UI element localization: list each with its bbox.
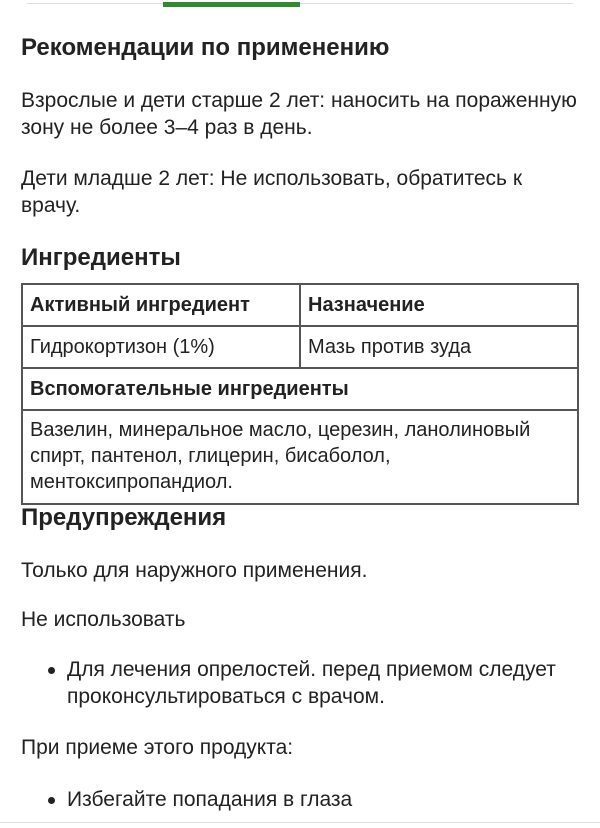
usage-children-text: Дети младше 2 лет: Не использовать, обратитесь к врачу. <box>21 167 523 217</box>
external-use-text: Только для наружного применения. <box>21 559 368 582</box>
list-item-text: Избегайте попадания в глаза <box>67 788 353 811</box>
active-tab-indicator <box>163 2 300 7</box>
table-row <box>22 326 578 368</box>
inactive-ingredients-header: Вспомогательные ингредиенты <box>22 368 578 410</box>
do-not-use-text: Не использовать <box>21 608 186 631</box>
list-item <box>67 786 567 813</box>
when-using-text: При приеме этого продукта: <box>21 736 294 759</box>
bottom-divider <box>0 822 600 823</box>
warnings-heading: Предупреждения <box>21 504 227 531</box>
list-item <box>67 656 567 710</box>
active-ingredient-value: Гидрокортизон (1%) <box>22 326 300 368</box>
purpose-value: Мазь против зуда <box>300 326 578 368</box>
ingredients-heading: Ингредиенты <box>21 244 181 271</box>
divider-line <box>27 3 573 4</box>
table-row <box>22 410 578 504</box>
bullet-icon <box>48 797 55 804</box>
usage-adults-text: Взрослые и дети старше 2 лет: наносить на пораженную зону не более 3–4 раз в день. <box>21 89 577 139</box>
bullet-icon <box>48 667 55 674</box>
purpose-header: Назначение <box>300 284 578 326</box>
table-row <box>22 284 578 326</box>
list-item-text: Для лечения опрелостей. перед приемом следует проконсультироваться с врачом. <box>67 658 556 708</box>
active-ingredient-header: Активный ингредиент <box>22 284 300 326</box>
table-row <box>22 368 578 410</box>
top-tab-indicator-bar <box>0 0 600 8</box>
usage-heading: Рекомендации по применению <box>21 34 390 61</box>
ingredients-table <box>21 283 579 505</box>
inactive-ingredients-value: Вазелин, минеральное масло, церезин, ланолиновый спирт, пантенол, глицерин, бисаболол, ментоксипропандиол. <box>22 410 578 504</box>
